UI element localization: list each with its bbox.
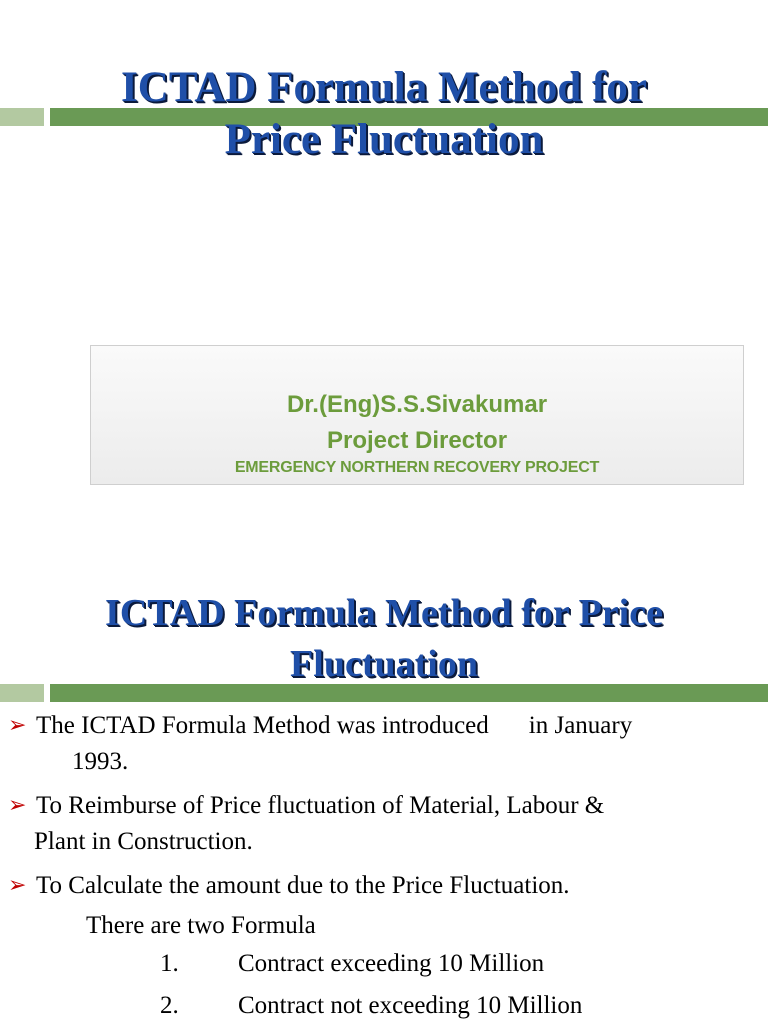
formula-sub-heading: There are two Formula [86, 912, 316, 939]
bullet-text-continuation: Plant in Construction. [34, 828, 253, 855]
arrowhead-bullet-icon: ➢ [8, 873, 27, 898]
bullet-text: To Calculate the amount due to the Price Fluctuation. [36, 872, 570, 899]
formula-text: Contract not exceeding 10 Million [238, 992, 583, 1019]
bullet-text-continuation: 1993. [72, 748, 129, 775]
author-organization: EMERGENCY NORTHERN RECOVERY PROJECT [234, 459, 600, 476]
arrowhead-bullet-icon: ➢ [8, 713, 27, 738]
slide-2-title [0, 588, 768, 690]
formula-number: 1. [160, 950, 179, 977]
arrowhead-bullet-icon: ➢ [8, 793, 27, 818]
formula-number: 2. [160, 992, 179, 1019]
author-role: Project Director [326, 427, 508, 454]
bullet-text-part: The ICTAD Formula Method was introduced [36, 712, 489, 739]
slide-1-title-line-1: ICTAD Formula Method for [121, 64, 647, 111]
bullet-text [36, 708, 632, 744]
author-name: Dr.(Eng)S.S.Sivakumar [286, 391, 548, 418]
bullet-text-part: in January [528, 712, 633, 739]
slide-2-title-line-2: Fluctuation [290, 643, 478, 685]
bullet-text: To Reimburse of Price fluctuation of Material, Labour & [36, 792, 605, 819]
slide-1-title-line-2: Price Fluctuation [224, 116, 544, 163]
formula-text: Contract exceeding 10 Million [238, 950, 545, 977]
slide-2-title-line-1: ICTAD Formula Method for Price [105, 592, 663, 634]
author-panel [90, 345, 744, 485]
slide-content [0, 560, 768, 1024]
slide-1-title [0, 62, 768, 166]
